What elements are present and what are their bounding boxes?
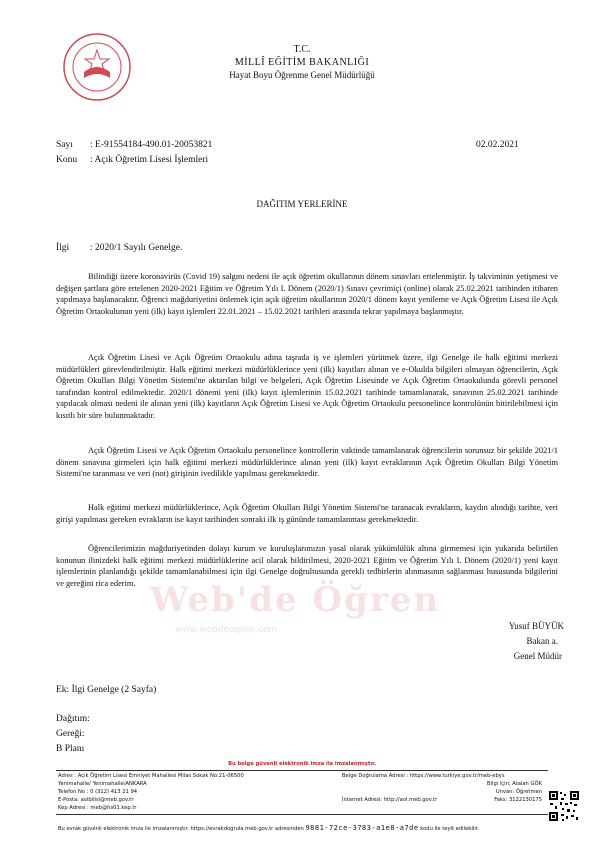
verification-code: 9881-72ce-3783-a1e8-a7de <box>305 824 419 832</box>
signatory-title-1: Bakan a. <box>526 636 558 646</box>
footer-phone: Telefon No : 0 (312) 413 21 94 <box>58 789 138 795</box>
document-date: 02.02.2021 <box>476 140 519 150</box>
watermark-sub: www.webdeogren.com <box>175 625 278 635</box>
footer-bottom-end: kodu ile teyit edilebilir. <box>420 826 480 832</box>
ilgi-label: İlgi <box>56 243 70 253</box>
body-paragraph-2: Açık Öğretim Lisesi ve Açık Öğretim Ortaokulu adına taşrada iş ve işlemleri yürütmek üzere, ilgi Genelge ile halk eğitimi merkezi müdürlükleri görevlendirilmiştir. Halk eğitimi merkezi müdürlüklerince yeni (ilk) kayıtları alınan ve e-Okulda bilgileri olmayan öğrencilerin, Açık Öğretim Okulları Bilgi Yönetim Sistemi'ne aktarılan bilgi ve belgeleri, Açık Öğretim Lisesinde ve Açık Öğretim Ortaokulunda görevli personel tarafından kontrol edilmektedir. 2020/1 dönemi yeni (ilk) kayıt işlemlerinin 15.02.2021 tarihinde tamamlanarak, sınavının 25.02.2021 tarihinde yapılacak olması nedeni ile alınan yeni (ilk) kayıtların Açık Öğretim Lisesi ve Açık Öğretim Ortaokulu personelince kontrolünün bitirilebilmesi için kısıtlı bir süre bulunmaktadır. <box>56 353 558 420</box>
ilgi-value: : 2020/1 Sayılı Genelge. <box>90 243 183 253</box>
distribution-label: Dağıtım: <box>56 714 90 724</box>
footer-fax: Faks: 3122130175 <box>494 797 542 803</box>
footer-divider <box>56 770 548 771</box>
footer-role: Unvan: Öğretmen <box>495 789 542 795</box>
watermark: Web'de Öğren <box>150 580 441 620</box>
distribution-gereği: Gereği: <box>56 729 85 739</box>
signatory-name: Yusuf BÜYÜK <box>508 621 564 631</box>
footer-web[interactable]: İnternet Adresi: http://aol.meb.gov.tr <box>342 797 438 803</box>
body-paragraph-3: Açık Öğretim Lisesi ve Açık Öğretim Ortaokulu personelince kontrollerin vaktinde tamamlanarak öğrencilerin sorunsuz bir şekilde 2021/1 dönem sınavına girmeleri için halk eğitimi merkezi müdürlüklerince alınan yeni (ilk) kayıt evraklarının Açık Öğretim Okulları Bilgi Yönetim Sistemi'ne taranması ve veri (not) girişinin ivedilikle yapılması gerekmektedir. <box>56 446 558 479</box>
attachment-line: Ek: İlgi Genelge (2 Sayfa) <box>56 685 157 695</box>
signatory-title-2: Genel Müdür <box>513 651 562 661</box>
footer-bottom-line <box>58 824 479 833</box>
konu-value: : Açık Öğretim Lisesi İşlemleri <box>90 155 209 165</box>
sayi-label: Sayı <box>56 140 73 150</box>
header-country: T.C. <box>293 44 311 55</box>
footer-kep: Kep Adresi : meb@hs01.kep.tr <box>58 805 137 811</box>
footer-email: E-Posta: aolbilisi@meb.gov.tr <box>58 797 134 803</box>
body-paragraph-5: Öğrencilerimizin mağduriyetinden dolayı kurum ve kuruluşlarımızın yasal olarak yükümlülük altına girmemesi için yukarıda belirtilen konunun ilinizdeki halk eğitimi merkezi müdürlüklerine acil olarak bildirilmesi, 2020-2021 Eğitim ve Öğretim Yılı I. Dönem (2020/1) yeni kayıt işlemlerinin planlandığı şekilde tamamlanabilmesi için ilgi Genelge doğrultusunda gerekli tedbirlerin alınmasının sağlanması hususunda bilgilerini ve gereğini rica ederim. <box>56 544 558 588</box>
recipient-heading: DAĞITIM YERLERİNE <box>256 199 348 209</box>
footer-bottom-text: Bu evrak güvenli elektronik imza ile imzalanmıştır. https://evrakdogrula.meb.gov.tr adresinden <box>58 826 304 832</box>
header-directorate: Hayat Boyu Öğrenme Genel Müdürlüğü <box>229 70 375 80</box>
distribution-plan: B Planı <box>56 744 85 754</box>
footer-address: Adres : Açık Öğretim Lisesi Emniyet Mahallesi Milas Sokak No:21-06500 <box>58 773 244 779</box>
footer-notice: Bu belge güvenli elektronik imza ile imzalanmıştır. <box>228 761 376 767</box>
body-paragraph-4: Halk eğitimi merkezi müdürlüklerince, Açık Öğretim Okulları Bilgi Yönetim Sistemi'ne taranacak evrakların, kaydın alındığı tarihte, veri girişi yapılması gereken evrakların ise kayıt tarihinden sonraki ilk iş gününde tamamlanması gerekmektedir. <box>56 503 558 524</box>
qr-code <box>548 790 580 822</box>
footer-verify[interactable]: Belge Doğrulama Adresi : https://www.turkiye.gov.tr/meb-ebys <box>342 773 505 779</box>
footer-info: Bilgi için: Atalan GÖK <box>487 781 542 787</box>
footer-district: Yenimahalle/ Yenimahalle/ANKARA <box>58 781 147 787</box>
body-paragraph-1: Bilindiği üzere koronavirüs (Covid 19) salgını nedeni ile açık öğretim okullarının dönem sınavları ertelenmiştir. İş takviminin yetişmesi ve değişen şartlara göre ertelenen 2020-2021 Eğitim ve Öğretim Yılı I. Dönem (2020/1) Sınavı çevrimiçi (online) olarak 25.02.2021 tarihinden itibaren yapılmaya başlanacaktır. Öğrenci mağduriyetini önlemek için açık öğretim okullarının 2020/1 dönem kayıt yenileme ve Açık Öğretim Lisesi ile Açık Öğretim Ortaokulunun yeni (ilk) kayıt işlemleri 22.01.2021 – 15.02.2021 tarihleri arasında tekrar yapılmaya başlanmıştır. <box>56 272 558 316</box>
footer-divider-bottom <box>56 814 548 815</box>
sayi-value: : E-91554184-490.01-20053821 <box>90 140 213 150</box>
konu-label: Konu <box>56 155 78 165</box>
header-ministry: MİLLÎ EĞİTİM BAKANLIĞI <box>234 57 370 68</box>
